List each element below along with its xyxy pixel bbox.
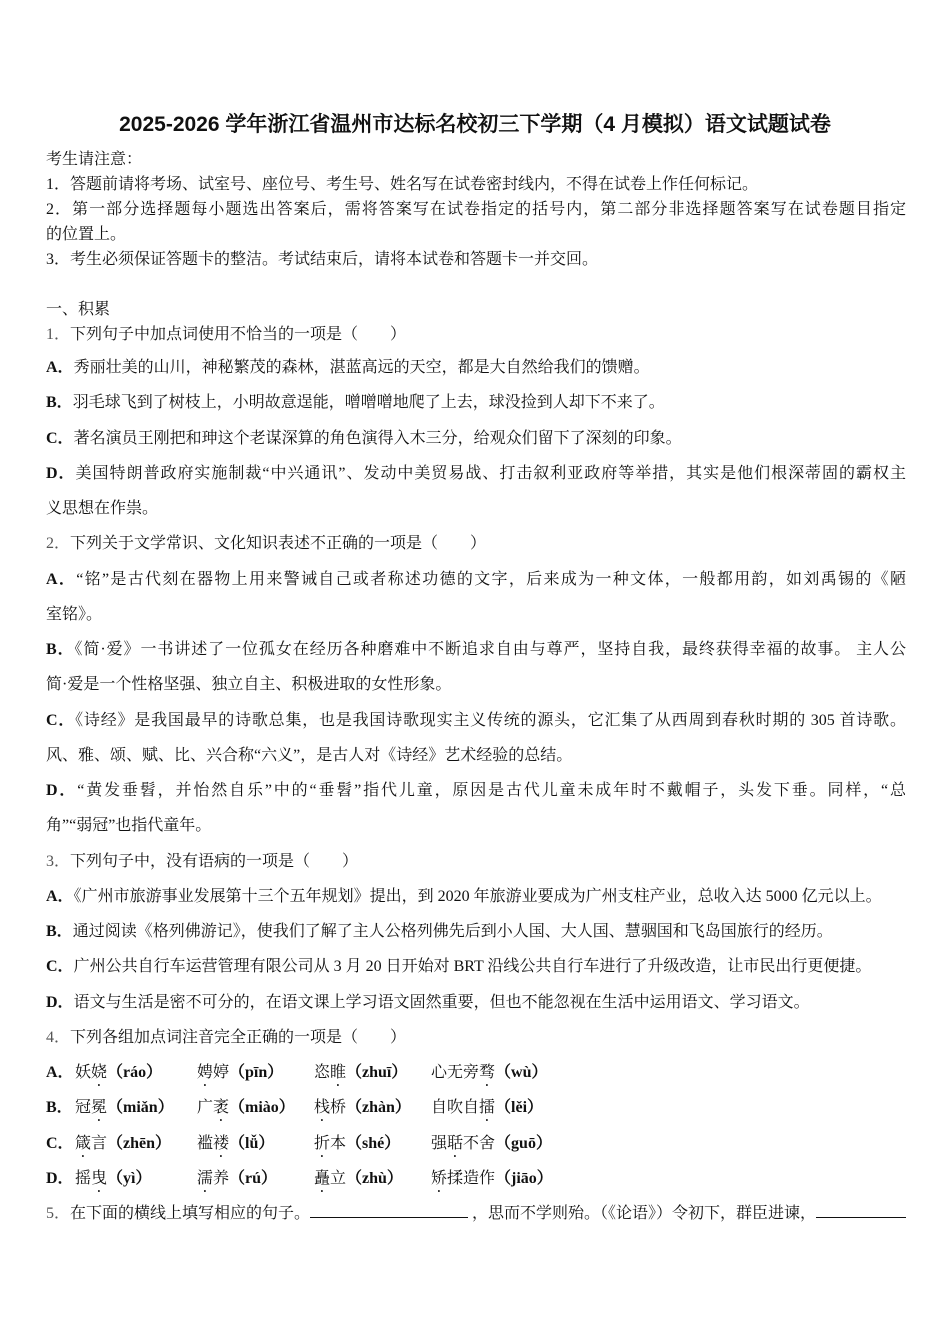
word-part: 婷 bbox=[213, 1064, 230, 1081]
word-part: 心无旁 bbox=[431, 1064, 480, 1081]
dotted-character: 聒 bbox=[447, 1134, 464, 1152]
pinyin-item bbox=[75, 1161, 197, 1196]
option-a bbox=[46, 879, 906, 914]
question-stem bbox=[46, 844, 906, 879]
word-part: 养 bbox=[213, 1169, 230, 1187]
option-text: 著名演员王刚把和珅这个老谋深算的角色演得入木三分，给观众们留下了深刻的印象。 bbox=[73, 429, 682, 447]
pinyin-item bbox=[431, 1161, 553, 1196]
pinyin: （pīn） bbox=[229, 1064, 284, 1081]
option-text: 《诗经》是我国最早的诗歌总集，也是我国诗歌现实主义传统的源头，它汇集了从西周到春秋时期的 305 首诗歌。 bbox=[75, 711, 906, 729]
option-text: “铭”是古代刻在器物上用来警诫自己或者称述功德的文字，后来成为一种文体，一般都用韵，如刘禹锡的《陋 bbox=[76, 570, 906, 588]
pinyin: （zhuī） bbox=[346, 1064, 408, 1081]
option-c bbox=[46, 421, 906, 456]
question-stem-text: 下列句子中，没有语病的一项是（ ） bbox=[70, 852, 359, 870]
question-4 bbox=[46, 1020, 906, 1196]
dotted-character: 骛 bbox=[479, 1064, 496, 1081]
question-stem bbox=[46, 526, 906, 561]
option-b bbox=[46, 632, 906, 667]
pinyin: （zhàn） bbox=[346, 1099, 411, 1117]
notice-block bbox=[46, 147, 906, 272]
option-label: C． bbox=[46, 958, 74, 976]
answer-blank-2 bbox=[816, 1203, 906, 1218]
notice-item-2 bbox=[46, 197, 906, 222]
notice-item-3 bbox=[46, 247, 906, 272]
question-stem-text: 下列各组加点词注音完全正确的一项是（ ） bbox=[70, 1028, 407, 1046]
option-label: C． bbox=[46, 711, 76, 729]
pinyin: （wù） bbox=[495, 1064, 548, 1081]
option-label: D． bbox=[46, 782, 78, 799]
option-label: B． bbox=[46, 1099, 73, 1117]
notice-item-text: 答题前请将考场、试室号、座位号、考生号、姓名写在试卷密封线内，不得在试卷上作任何标记。 bbox=[70, 176, 759, 193]
word-part: 桥 bbox=[330, 1099, 347, 1117]
question-number: 3． bbox=[46, 852, 71, 870]
word-part: 恣 bbox=[314, 1064, 331, 1081]
section-accumulation bbox=[46, 297, 906, 1231]
option-label: C． bbox=[46, 1134, 74, 1152]
option-c bbox=[46, 949, 906, 984]
option-text: 语文与生活是密不可分的，在语文课上学习语文固然重要，但也不能忽视在生活中运用语文、学习语文。 bbox=[73, 993, 810, 1011]
dotted-character: 冕 bbox=[91, 1099, 108, 1117]
dotted-character: 矗 bbox=[314, 1169, 331, 1187]
question-stem-text: 下列关于文学常识、文化知识表述不正确的一项是（ ） bbox=[70, 535, 487, 553]
question-stem-text: 下列句子中加点词使用不恰当的一项是（ ） bbox=[70, 326, 407, 343]
dotted-character: 濡 bbox=[197, 1169, 214, 1187]
question-number: 5． bbox=[46, 1205, 71, 1222]
option-a-continued: 室铭》。 bbox=[46, 605, 103, 623]
notice-item-text: 第一部分选择题每小题选出答案后，需将答案写在试卷指定的括号内，第二部分非选择题答案写在试卷题目指定 bbox=[72, 201, 906, 218]
option-label: B． bbox=[46, 641, 75, 658]
question-5 bbox=[46, 1196, 906, 1231]
dotted-character: 折 bbox=[314, 1134, 331, 1152]
pinyin: （zhù） bbox=[346, 1169, 403, 1187]
pinyin: （shé） bbox=[346, 1134, 401, 1152]
option-text: “黄发垂髫，并怡然自乐”中的“垂髫”指代儿童，原因是古代儿童未成年时不戴帽子，头发下垂。同样，“总 bbox=[77, 782, 906, 799]
option-label: A． bbox=[46, 359, 74, 376]
question-3 bbox=[46, 844, 906, 1020]
word-part: 妖 bbox=[75, 1064, 92, 1081]
pinyin: （yì） bbox=[107, 1169, 152, 1187]
pinyin-item bbox=[75, 1090, 197, 1125]
word-part: 揉造作 bbox=[447, 1169, 496, 1187]
option-a bbox=[46, 350, 906, 385]
dotted-character: 擂 bbox=[479, 1099, 496, 1117]
pinyin: （lěi） bbox=[495, 1099, 544, 1117]
question-stem bbox=[46, 322, 906, 347]
option-b bbox=[46, 385, 906, 420]
pinyin-item bbox=[431, 1090, 543, 1125]
pinyin-item bbox=[197, 1090, 314, 1125]
option-label: D． bbox=[46, 993, 74, 1011]
option-label: B． bbox=[46, 394, 73, 412]
option-text: 通过阅读《格列佛游记》，使我们了解了主人公格列佛先后到小人国、大人国、慧骃国和飞岛国旅行的经历。 bbox=[72, 923, 833, 940]
pinyin-item bbox=[314, 1055, 431, 1090]
question-stem bbox=[46, 1196, 906, 1231]
option-label: A． bbox=[46, 570, 77, 588]
option-label: A． bbox=[46, 887, 74, 905]
dotted-character: 睢 bbox=[330, 1064, 347, 1081]
question-options bbox=[46, 347, 906, 526]
option-text: 《简·爱》一书讲述了一位孤女在经历各种磨难中不断追求自由与尊严，坚持自我，最终获得幸福的故事。 主人公 bbox=[74, 641, 906, 658]
pinyin: （ráo） bbox=[107, 1064, 163, 1081]
dotted-character: 娆 bbox=[91, 1064, 108, 1081]
question-1 bbox=[46, 322, 906, 526]
question-stem bbox=[46, 1020, 906, 1055]
question-2 bbox=[46, 526, 906, 843]
notice-item-text: 考生必须保证答题卡的整洁。考试结束后，请将本试卷和答题卡一并交回。 bbox=[70, 251, 599, 268]
pinyin-item bbox=[314, 1090, 431, 1125]
option-d bbox=[46, 985, 906, 1020]
option-label: B． bbox=[46, 923, 73, 940]
option-a bbox=[46, 562, 906, 597]
question-number: 4． bbox=[46, 1028, 71, 1046]
notice-item-2-continued: 的位置上。 bbox=[46, 226, 127, 243]
dotted-character: 栈 bbox=[314, 1099, 331, 1117]
pinyin: （miǎn） bbox=[107, 1099, 174, 1117]
page-title: 2025-2026 学年浙江省温州市达标名校初三下学期（4 月模拟）语文试题试卷 bbox=[119, 113, 831, 136]
pinyin-item bbox=[197, 1055, 314, 1090]
option-label: D． bbox=[46, 464, 76, 482]
notice-item-number: 1． bbox=[46, 176, 71, 193]
option-text: 美国特朗普政府实施制裁“中兴通讯”、发动中美贸易战、打击叙利亚政府等举措，其实是他们根深蒂固的霸权主 bbox=[75, 464, 906, 482]
option-text: 《广州市旅游事业发展第十三个五年规划》提出，到 2020 年旅游业要成为广州支柱产业，总收入达 5000 亿元以上。 bbox=[73, 887, 882, 905]
word-part: 摇 bbox=[75, 1169, 92, 1187]
question-number: 2． bbox=[46, 535, 71, 553]
pinyin: （rú） bbox=[229, 1169, 278, 1187]
word-part: 广 bbox=[197, 1099, 214, 1117]
pinyin: （lǚ） bbox=[229, 1134, 275, 1152]
dotted-character: 箴 bbox=[75, 1134, 92, 1152]
option-c-continued: 风、雅、颂、赋、比、兴合称“六义”，是古人对《诗经》艺术经验的总结。 bbox=[46, 746, 573, 764]
notice-item-number: 3． bbox=[46, 251, 71, 268]
word-part: 不舍 bbox=[463, 1134, 496, 1152]
pinyin-item bbox=[431, 1126, 552, 1161]
pinyin-item bbox=[197, 1161, 314, 1196]
pinyin-item bbox=[314, 1161, 431, 1196]
dotted-character: 袤 bbox=[213, 1099, 230, 1117]
pinyin-item bbox=[197, 1126, 314, 1161]
option-d bbox=[46, 456, 906, 491]
option-text: 羽毛球飞到了树枝上，小明故意逞能，噌噌噌地爬了上去，球没捡到人却下不来了。 bbox=[72, 394, 665, 412]
answer-blank-1 bbox=[310, 1203, 468, 1218]
option-d-continued: 角”“弱冠”也指代童年。 bbox=[46, 817, 212, 835]
exam-body bbox=[46, 147, 906, 1231]
pinyin-item bbox=[75, 1055, 197, 1090]
pinyin: （jiāo） bbox=[495, 1169, 553, 1187]
word-part: 立 bbox=[330, 1169, 347, 1187]
pinyin-item bbox=[431, 1055, 548, 1090]
dotted-character: 矫 bbox=[431, 1169, 448, 1187]
option-a bbox=[46, 1055, 906, 1090]
option-d bbox=[46, 1161, 906, 1196]
option-text: 秀丽壮美的山川，神秘繁茂的森林，湛蓝高远的天空，都是大自然给我们的馈赠。 bbox=[73, 359, 650, 376]
notice-item-1 bbox=[46, 172, 906, 197]
option-b bbox=[46, 914, 906, 949]
word-part: 冠 bbox=[75, 1099, 92, 1117]
option-d bbox=[46, 773, 906, 808]
question-text-after-blank: ，思而不学则殆。（《论语》）令初下，群臣进谏， bbox=[468, 1205, 817, 1222]
word-part: 强 bbox=[431, 1134, 448, 1152]
pinyin: （zhēn） bbox=[107, 1134, 172, 1152]
option-text: 广州公共自行车运营管理有限公司从 3 月 20 日开始对 BRT 沿线公共自行车进行了升级改造，让市民出行更便捷。 bbox=[73, 958, 872, 976]
pinyin-item bbox=[75, 1126, 197, 1161]
notice-heading: 考生请注意： bbox=[46, 151, 143, 168]
option-d-continued: 义思想在作祟。 bbox=[46, 500, 159, 517]
word-part: 言 bbox=[91, 1134, 108, 1152]
option-label: A． bbox=[46, 1064, 74, 1081]
option-c bbox=[46, 1126, 906, 1161]
option-c bbox=[46, 703, 906, 738]
dotted-character: 曳 bbox=[91, 1169, 108, 1187]
pinyin: （guō） bbox=[495, 1134, 552, 1152]
word-part: 褴 bbox=[197, 1134, 214, 1152]
question-number: 1． bbox=[46, 326, 71, 343]
word-part: 本 bbox=[330, 1134, 347, 1152]
word-part: 自吹自 bbox=[431, 1099, 480, 1117]
pinyin-item bbox=[314, 1126, 431, 1161]
dotted-character: 娉 bbox=[197, 1064, 214, 1081]
option-b bbox=[46, 1090, 906, 1125]
option-label: C． bbox=[46, 429, 74, 447]
question-prompt: 在下面的横线上填写相应的句子。 bbox=[70, 1205, 311, 1222]
dotted-character: 褛 bbox=[213, 1134, 230, 1152]
section-heading: 一、积累 bbox=[46, 301, 111, 318]
option-b-continued: 简·爱是一个性格坚强、独立自主、积极进取的女性形象。 bbox=[46, 676, 452, 694]
notice-item-number: 2． bbox=[46, 201, 73, 218]
pinyin: （miào） bbox=[229, 1099, 295, 1117]
option-label: D． bbox=[46, 1169, 74, 1187]
